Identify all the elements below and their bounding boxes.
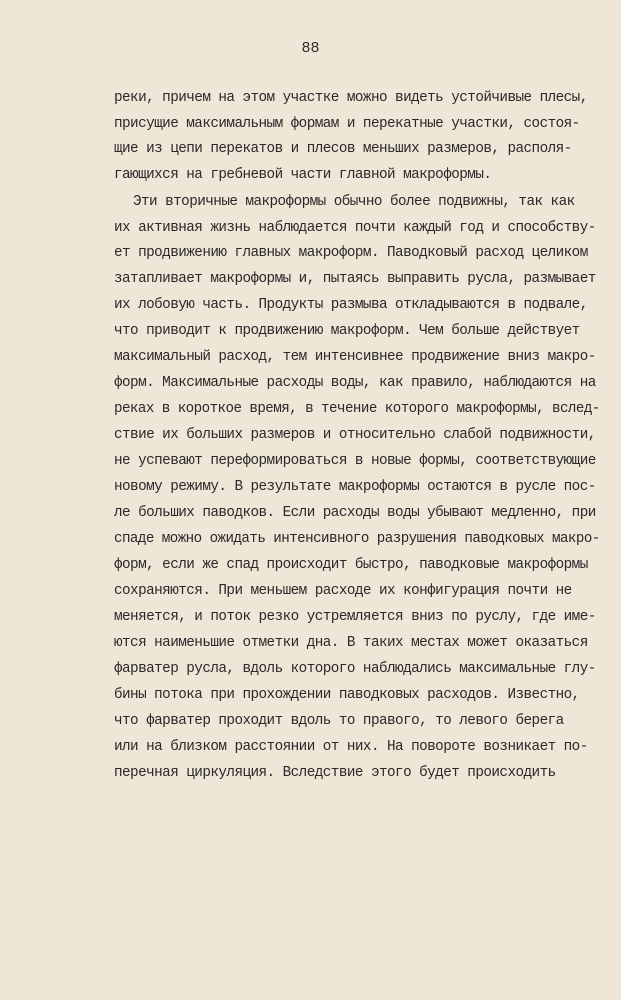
text-line: спаде можно ожидать интенсивного разрушения паводковых макро- xyxy=(114,531,600,547)
text-line: реки, причем на этом участке можно видеть устойчивые плесы, xyxy=(114,90,588,106)
text-line: ствие их больших размеров и относительно слабой подвижности, xyxy=(114,427,596,443)
text-line: меняется, и поток резко устремляется вниз по руслу, где име- xyxy=(114,609,596,625)
text-line: перечная циркуляция. Вследствие этого будет происходить xyxy=(114,765,556,781)
text-line: что приводит к продвижению макроформ. Чем больше действует xyxy=(114,323,580,339)
text-line: что фарватер проходит вдоль то правого, то левого берега xyxy=(114,713,564,729)
text-line: сохраняются. При меньшем расходе их конфигурация почти не xyxy=(114,583,572,599)
text-line: щие из цепи перекатов и плесов меньших размеров, располя- xyxy=(114,141,572,157)
text-line: реках в короткое время, в течение которого макроформы, вслед- xyxy=(114,401,600,417)
text-line: бины потока при прохождении паводковых расходов. Известно, xyxy=(114,687,580,703)
text-line: Эти вторичные макроформы обычно более подвижны, так как xyxy=(133,194,575,210)
text-line: максимальный расход, тем интенсивнее продвижение вниз макро- xyxy=(114,349,596,365)
text-line: новому режиму. В результате макроформы остаются в русле пос- xyxy=(114,479,596,495)
text-line: или на близком расстоянии от них. На повороте возникает по- xyxy=(114,739,588,755)
text-line: форм, если же спад происходит быстро, паводковые макроформы xyxy=(114,557,588,573)
text-line: их лобовую часть. Продукты размыва откладываются в подвале, xyxy=(114,297,588,313)
text-line: затапливает макроформы и, пытаясь выправить русла, размывает xyxy=(114,271,596,287)
page-number: 88 xyxy=(301,40,320,57)
text-line: ет продвижению главных макроформ. Паводковый расход целиком xyxy=(114,245,588,261)
text-line: присущие максимальным формам и перекатные участки, состоя- xyxy=(114,116,580,132)
text-line: их активная жизнь наблюдается почти каждый год и способству- xyxy=(114,220,596,236)
text-line: гающихся на гребневой части главной макроформы. xyxy=(114,167,492,183)
text-line: ле больших паводков. Если расходы воды убывают медленно, при xyxy=(114,505,596,521)
text-line: ются наименьшие отметки дна. В таких местах может оказаться xyxy=(114,635,588,651)
text-line: не успевают переформироваться в новые формы, соответствующие xyxy=(114,453,596,469)
text-line: форм. Максимальные расходы воды, как правило, наблюдаются на xyxy=(114,375,596,391)
text-line: фарватер русла, вдоль которого наблюдались максимальные глу- xyxy=(114,661,596,677)
